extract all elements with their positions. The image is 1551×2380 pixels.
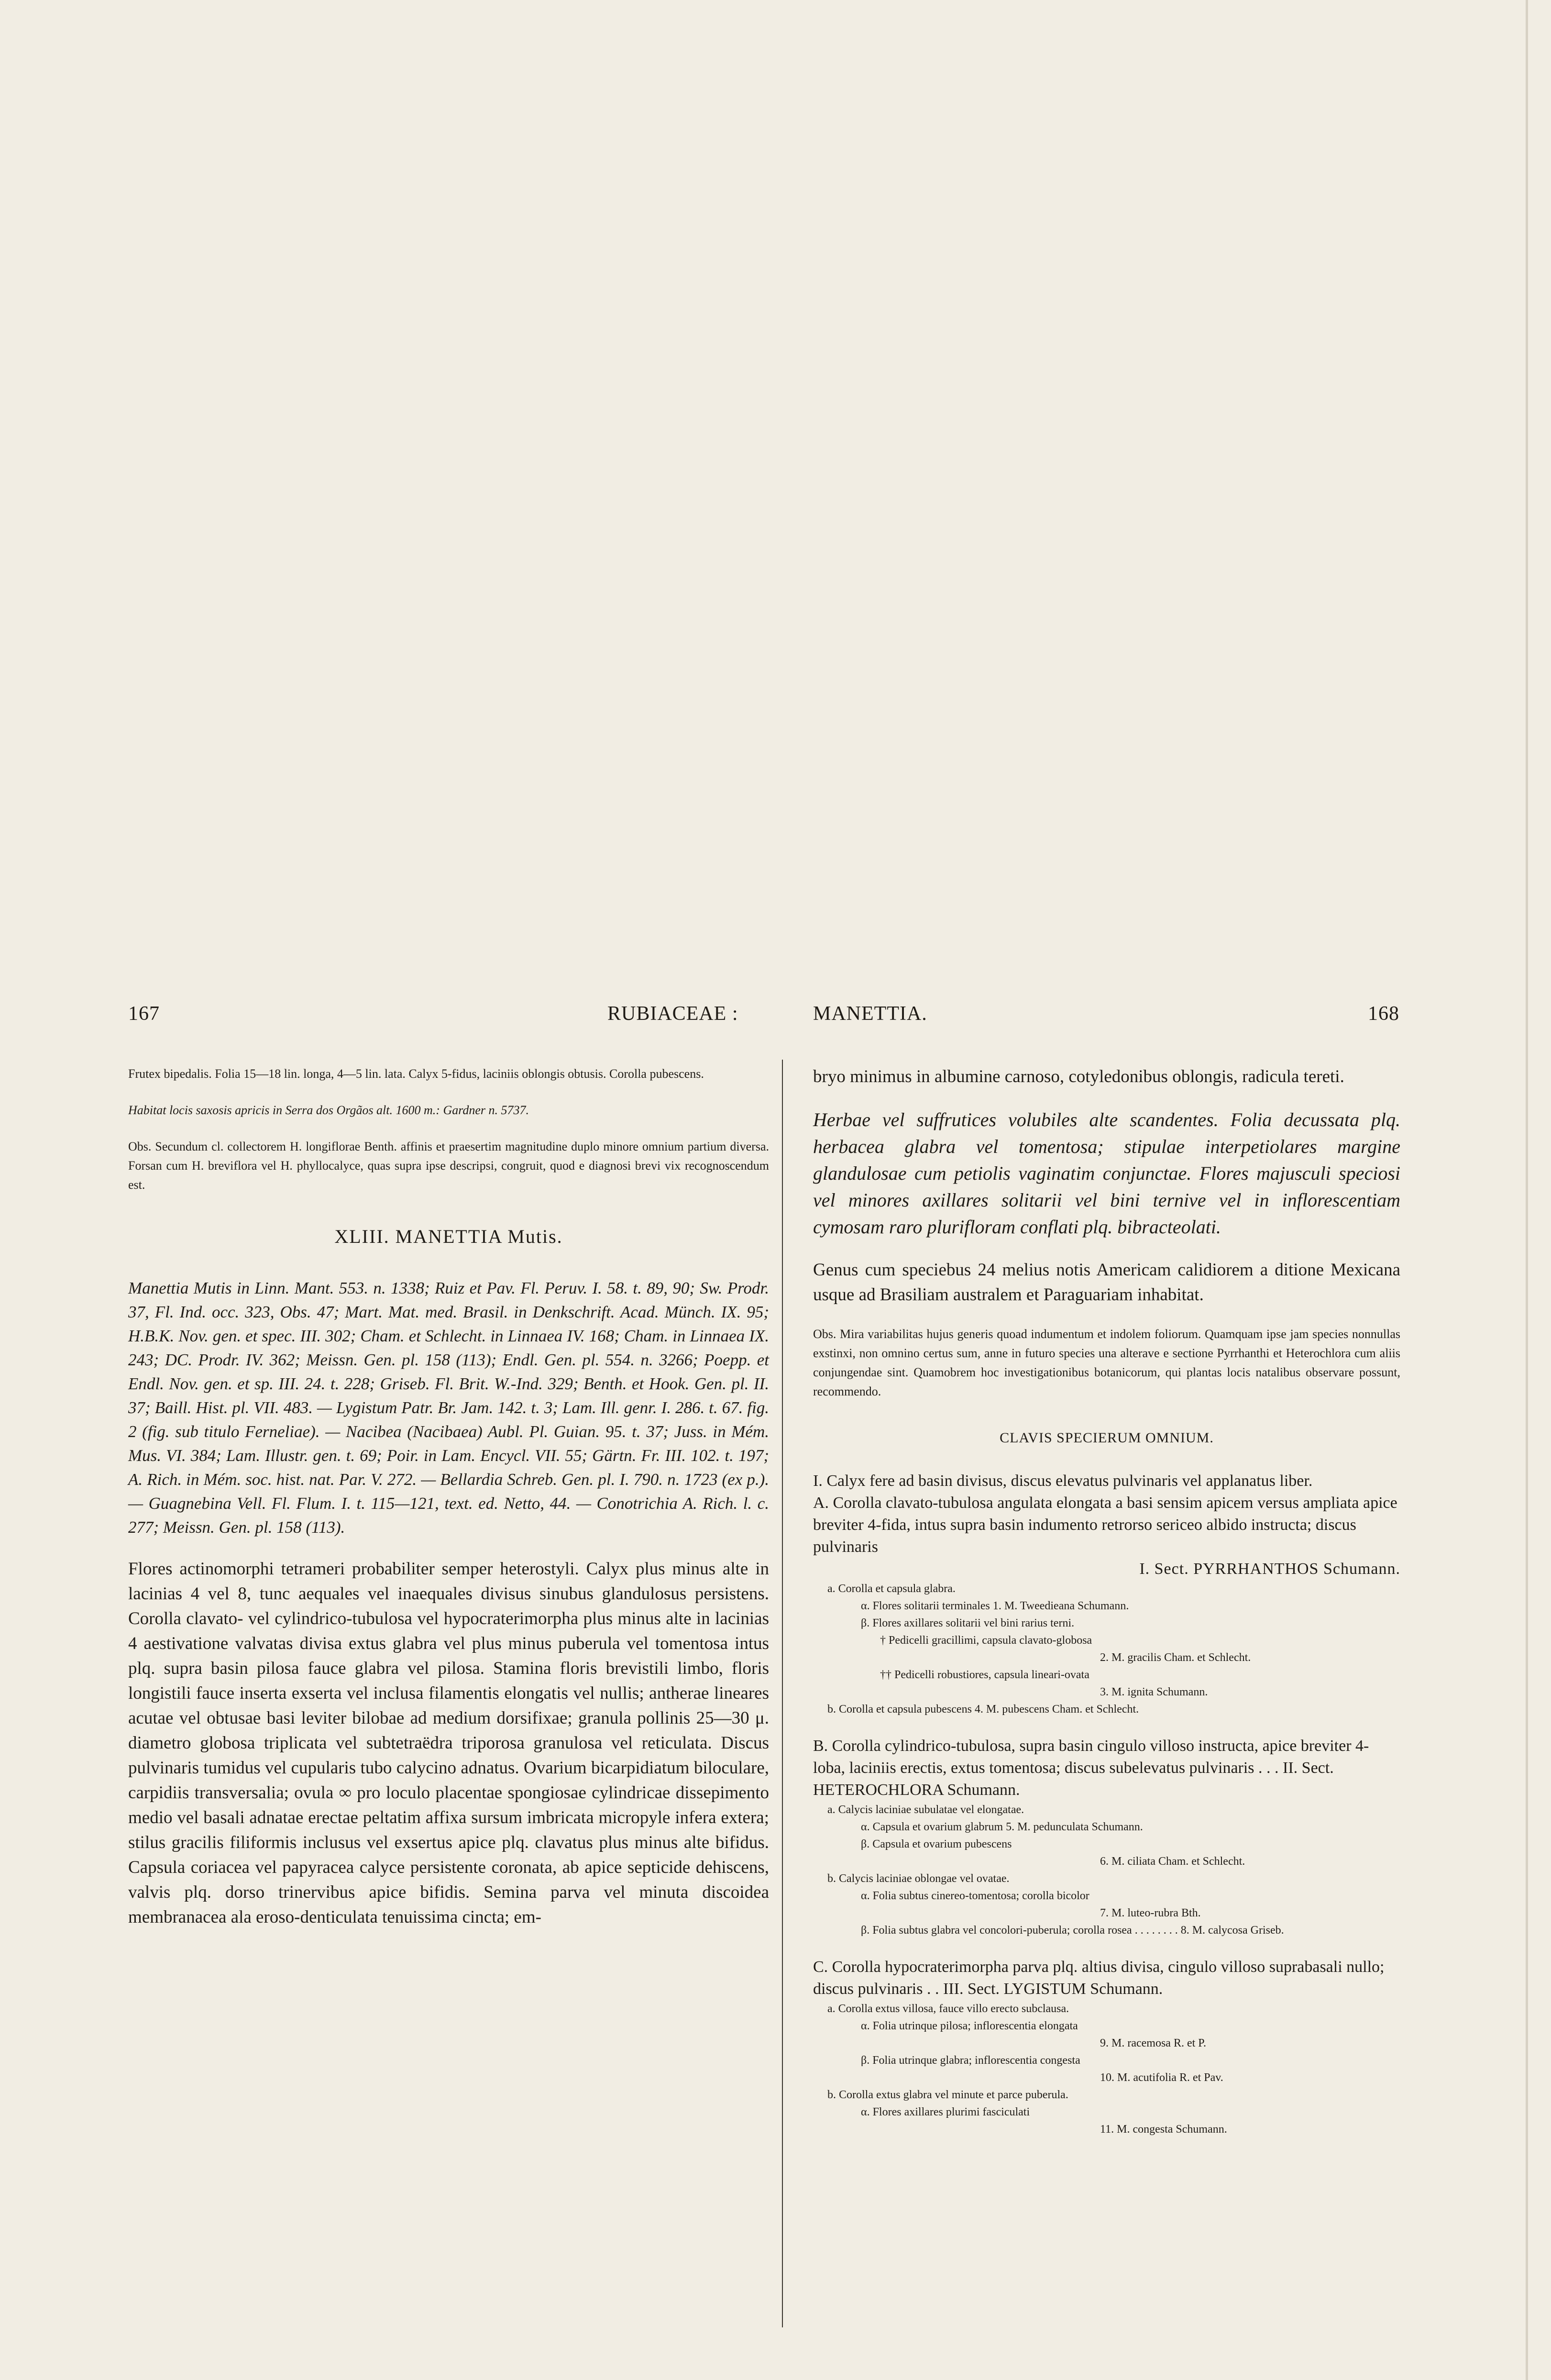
page-edge — [1526, 0, 1528, 2380]
key-lead-A-a-alpha: α. Flores solitarii terminales 1. M. Tweedieana Schumann. — [861, 1600, 1129, 1612]
key-lead-B-b: b. Calycis laciniae oblongae vel ovatae. — [827, 1872, 1010, 1885]
left-column — [128, 1064, 769, 1930]
key-lead-double-dagger: †† Pedicelli robustiores, capsula lineari-ovata — [880, 1669, 1089, 1681]
key-lead-C-b-alpha: α. Flores axillares plurimi fasciculati — [861, 2106, 1030, 2118]
right-column — [813, 1064, 1400, 2138]
genus-observation: Obs. Mira variabilitas hujus generis quoad indumentum et indolem foliorum. Quamquam ipse jam species nonnullas exstinxi, non omnino certus sum, anne in futuro species una alterave e sectione Pyrrhanthi et Heterochlora cum aliis conjungendae sint. Quamobrem hoc investigationibus botanicorum, qui plantas locis natalibus observare possunt, recommendo. — [813, 1327, 1400, 1398]
genus-description: Flores actinomorphi tetrameri probabiliter semper heterostyli. Calyx plus minus alte in lacinias 4 vel 8, tunc aequales vel inaequales divisus sinubus glandulosus persistens. Corolla clavato- vel cylindrico-tubulosa vel hypocraterimorpha plus minus alte in lacinias 4 aestivatione valvatas divisa extus glabra vel plus minus puberula vel tomentosa intus plq. supra basin pilosa fauce glabra vel pilosa. Stamina floris brevistili limbo, floris longistili fauce inserta exserta vel inclusa filamentis elongatis vel nullis; antherae lineares acutae vel obtusae basi leviter bilobae ad medium dorsifixae; granula pollinis 25—30 μ. diametro globosa triplicata vel subtetraëdra triporosa granulosa vel reticulata. Discus pulvinaris tumidus vel cupularis tubo calycino adnatus. Ovarium bicarpidiatum biloculare, carpidiis transversalia; ovula ∞ pro loculo placentae spongiosae cylindricae dissepimento medio vel basali adnatae erectae peltatim affixa sursum imbricata micropyle infera extera; stilus gracilis filiformis inclusus vel exsertus apice plq. clavatus plus minus alte bifidus. Capsula coriacea vel papyracea calyce persistente coronata, ab apice septicide dehiscens, valvis plq. dorso trinervibus apice bifidis. Semina parva vel minuta discoidea membranacea ala eroso-denticulata tenuissima cincta; em- — [128, 1559, 769, 1927]
key-lead-B-a: a. Calycis laciniae subulatae vel elongatae. — [827, 1804, 1024, 1816]
key-lead-C-a-beta: β. Folia utrinque glabra; inflorescentia congesta — [861, 2054, 1080, 2067]
left-running-head: RUBIACEAE : — [607, 1003, 738, 1025]
species-6: 6. M. ciliata Cham. et Schlecht. — [1100, 1855, 1245, 1868]
key-lead-A-b: b. Corolla et capsula pubescens 4. M. pubescens Cham. et Schlecht. — [827, 1703, 1139, 1716]
key-lead-I: I. Calyx fere ad basin divisus, discus elevatus pulvinaris vel applanatus liber. — [813, 1472, 1313, 1490]
species-10: 10. M. acutifolia R. et Pav. — [1100, 2071, 1223, 2084]
right-running-head: MANETTIA. — [813, 1003, 927, 1025]
key-lead-dagger: † Pedicelli gracillimi, capsula clavato-globosa — [880, 1634, 1092, 1647]
habitat-note: Habitat locis saxosis apricis in Serra dos Orgãos alt. 1600 m.: Gardner n. 5737. — [128, 1103, 529, 1117]
key-lead-A-a-beta: β. Flores axillares solitarii vel bini rarius terni. — [861, 1617, 1075, 1629]
section-pyrrhanthos: I. Sect. PYRRHANTHOS Schumann. — [1139, 1560, 1400, 1578]
species-3: 3. M. ignita Schumann. — [1100, 1686, 1208, 1698]
species-11: 11. M. congesta Schumann. — [1100, 2123, 1227, 2136]
key-title: CLAVIS SPECIERUM OMNIUM. — [1000, 1430, 1214, 1446]
right-page-number: 168 — [1368, 1003, 1399, 1025]
left-page-number: 167 — [128, 1003, 160, 1025]
species-9: 9. M. racemosa R. et P. — [1100, 2037, 1206, 2049]
key-lead-B: B. Corolla cylindrico-tubulosa, supra basin cingulo villoso instructa, apice breviter 4-loba, laciniis erectis, extus tomentosa; discus subelevatus pulvinaris . . . II. Sect. HETEROCHLORA Schumann. — [813, 1737, 1369, 1799]
key-lead-C-a-alpha: α. Folia utrinque pilosa; inflorescentia elongata — [861, 2020, 1078, 2032]
key-lead-B-b-alpha: α. Folia subtus cinereo-tomentosa; corolla bicolor — [861, 1890, 1089, 1902]
key-lead-C: C. Corolla hypocraterimorpha parva plq. altius divisa, cingulo villoso suprabasali nullo; discus pulvinaris . . III. Sect. LYGISTUM Schumann. — [813, 1958, 1385, 1998]
species-7: 7. M. luteo-rubra Bth. — [1100, 1907, 1201, 1919]
genus-heading: XLIII. MANETTIA Mutis. — [334, 1226, 563, 1247]
key-lead-B-a-alpha: α. Capsula et ovarium glabrum 5. M. pedunculata Schumann. — [861, 1821, 1143, 1833]
habit-description: Herbae vel suffrutices volubiles alte scandentes. Folia decussata plq. herbacea glabra vel tomentosa; stipulae interpetiolares margine glandulosae cum petiolis vaginatim conjunctae. Flores majusculi speciosi vel minores axillares solitarii vel bini ternive vel in inflorescentiam cymosam raro plurifloram conflati plq. bibracteolati. — [813, 1109, 1400, 1238]
species-2: 2. M. gracilis Cham. et Schlecht. — [1100, 1651, 1251, 1664]
key-lead-B-b-beta: β. Folia subtus glabra vel concolori-puberula; corolla rosea . . . . . . . . 8. M. calycosa Griseb. — [861, 1924, 1284, 1937]
key-lead-C-b: b. Corolla extus glabra vel minute et parce puberula. — [827, 2089, 1068, 2101]
genus-synonymy: Manettia Mutis in Linn. Mant. 553. n. 1338; Ruiz et Pav. Fl. Peruv. I. 58. t. 89, 90; Sw. Prodr. 37, Fl. Ind. occ. 323, Obs. 47; Mart. Mat. med. Brasil. in Denkschrift. Acad. Münch. IX. 95; H.B.K. Nov. gen. et spec. III. 302; Cham. et Schlecht. in Linnaea IV. 168; Cham. in Linnaea IX. 243; DC. Prodr. IV. 362; Meissn. Gen. pl. 158 (113); Endl. Gen. pl. 554. n. 3266; Poepp. et Endl. Nov. gen. et sp. III. 24. t. 228; Griseb. Fl. Brit. W.-Ind. 329; Benth. et Hook. Gen. pl. II. 37; Baill. Hist. pl. VII. 483. — Lygistum Patr. Br. Jam. 142. t. 3; Lam. Ill. genr. I. 286. t. 67. fig. 2 (fig. sub titulo Ferneliae). — Nacibea (Nacibaea) Aubl. Pl. Guian. 95. t. 37; Juss. in Mém. Mus. VI. 384; Lam. Illustr. gen. t. 69; Poir. in Lam. Encycl. VII. 55; Gärtn. Fr. III. 102. t. 197; A. Rich. in Mém. soc. hist. nat. Par. V. 272. — Bellardia Schreb. Gen. pl. I. 790. n. 1723 (ex p.). — Guagnebina Vell. Fl. Flum. I. t. 115—121, text. ed. Netto, 44. — Conotrichia A. Rich. l. c. 277; Meissn. Gen. pl. 158 (113). — [128, 1279, 769, 1537]
species-description: Frutex bipedalis. Folia 15—18 lin. longa, 4—5 lin. lata. Calyx 5-fidus, laciniis oblongis obtusis. Corolla pubescens. — [128, 1067, 704, 1081]
key-lead-B-a-beta: β. Capsula et ovarium pubescens — [861, 1838, 1012, 1850]
key-lead-A-a: a. Corolla et capsula glabra. — [827, 1583, 956, 1595]
key-lead-A: A. Corolla clavato-tubulosa angulata elongata a basi sensim apicem versus ampliata apice breviter 4-fida, intus supra basin indumento retrorso sericeo albido instructa; discus pulvinaris — [813, 1494, 1397, 1556]
column-divider — [782, 1060, 783, 2327]
key-lead-C-a: a. Corolla extus villosa, fauce villo erecto subclausa. — [827, 2003, 1069, 2015]
distribution-note: Genus cum speciebus 24 melius notis Americam calidiorem a ditione Mexicana usque ad Brasiliam australem et Paraguariam inhabitat. — [813, 1260, 1400, 1305]
description-continuation: bryo minimus in albumine carnoso, cotyledonibus oblongis, radicula tereti. — [813, 1067, 1344, 1086]
observation-note: Obs. Secundum cl. collectorem H. longiflorae Benth. affinis et praesertim magnitudine duplo minore omnium partium diversa. Forsan cum H. breviflora vel H. phyllocalyce, quas supra ipse descripsi, congruit, quod e diagnosi brevi vix recognoscendum est. — [128, 1140, 769, 1192]
